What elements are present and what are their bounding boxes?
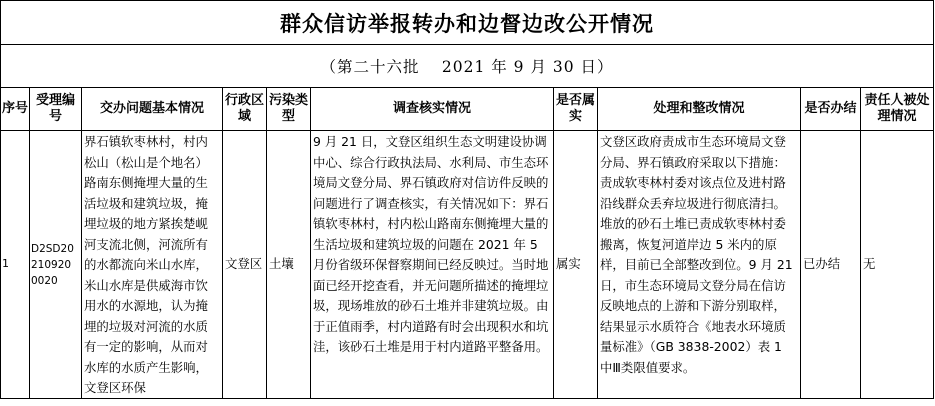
header-handling: 处理和整改情况 (598, 88, 801, 131)
row-region: 文登区 (223, 131, 267, 399)
row-investigation-cell (311, 131, 554, 399)
header-index: 序号 (1, 88, 30, 131)
row-handling-cell (598, 131, 801, 399)
header-responsible: 责任人被处理情况 (861, 88, 934, 131)
row-problem-cell (82, 131, 223, 399)
header-pollution: 污染类型 (267, 88, 311, 131)
header-verified: 是否属实 (554, 88, 598, 131)
header-region: 行政区域 (223, 88, 267, 131)
row-responsible: 无 (861, 131, 934, 399)
row-handling: 文登区政府责成市生态环境局文登分局、界石镇政府采取以下措施：责成软枣林村委对该点位及进村路沿线群众丢弃垃圾进行彻底清扫。堆放的砂石土堆已责成软枣林村委搬离，恢复河道岸边 5 米内的原样，目前已全部整改到位。9 月 21 日，市生态环境局文登分局在信访反映地点的上游和下游分别取样，结果显示水质符合《地表水环境质量标准》（GB 3838-2002）表 1 中Ⅲ类限值要求。 (600, 134, 793, 375)
page-title: 群众信访举报转办和边督边改公开情况 (1, 1, 934, 45)
row-investigation: 9 月 21 日，文登区组织生态文明建设协调中心、综合行政执法局、水利局、市生态环境局文登分局、界石镇政府对信访件反映的问题进行了调查核实，有关情况如下：界石镇软枣林村，村内松山路南东侧掩埋大量的生活垃圾和建筑垃圾的问题在 2021 年 5 月份省级环保督察期间已经反映过。当时地面已经开挖查看，并无问题所描述的掩埋垃圾，现场堆放的砂石土堆并非建筑垃圾。由于正值雨季，村内道路有时会出现积水和坑洼，该砂石土堆是用于村内道路平整备用。 (313, 134, 549, 354)
header-problem: 交办问题基本情况 (82, 88, 223, 131)
header-code: 受理编号 (30, 88, 82, 131)
row-pollution: 土壤 (267, 131, 311, 399)
row-index: 1 (1, 131, 30, 399)
header-completed: 是否办结 (801, 88, 861, 131)
row-completed: 已办结 (801, 131, 861, 399)
batch-subtitle: （第二十六批 2021 年 9 月 30 日） (1, 45, 934, 88)
table-row (1, 131, 934, 399)
row-problem: 界石镇软枣林村，村内松山（松山是个地名）路南东侧掩埋大量的生活垃圾和建筑垃圾，掩埋垃圾的地方紧挨楚岘河支流北侧，河流所有的水都流向米山水库，米山水库是供威海市饮用水的水源地，认为掩埋的垃圾对河流的水质有一定的影响，从而对水库的水质产生影响，文登区环保 (84, 134, 208, 395)
header-investigation: 调查核实情况 (311, 88, 554, 131)
row-code: D2SD20210920 0020 (30, 131, 82, 399)
header-row (1, 88, 934, 131)
row-verified: 属实 (554, 131, 598, 399)
